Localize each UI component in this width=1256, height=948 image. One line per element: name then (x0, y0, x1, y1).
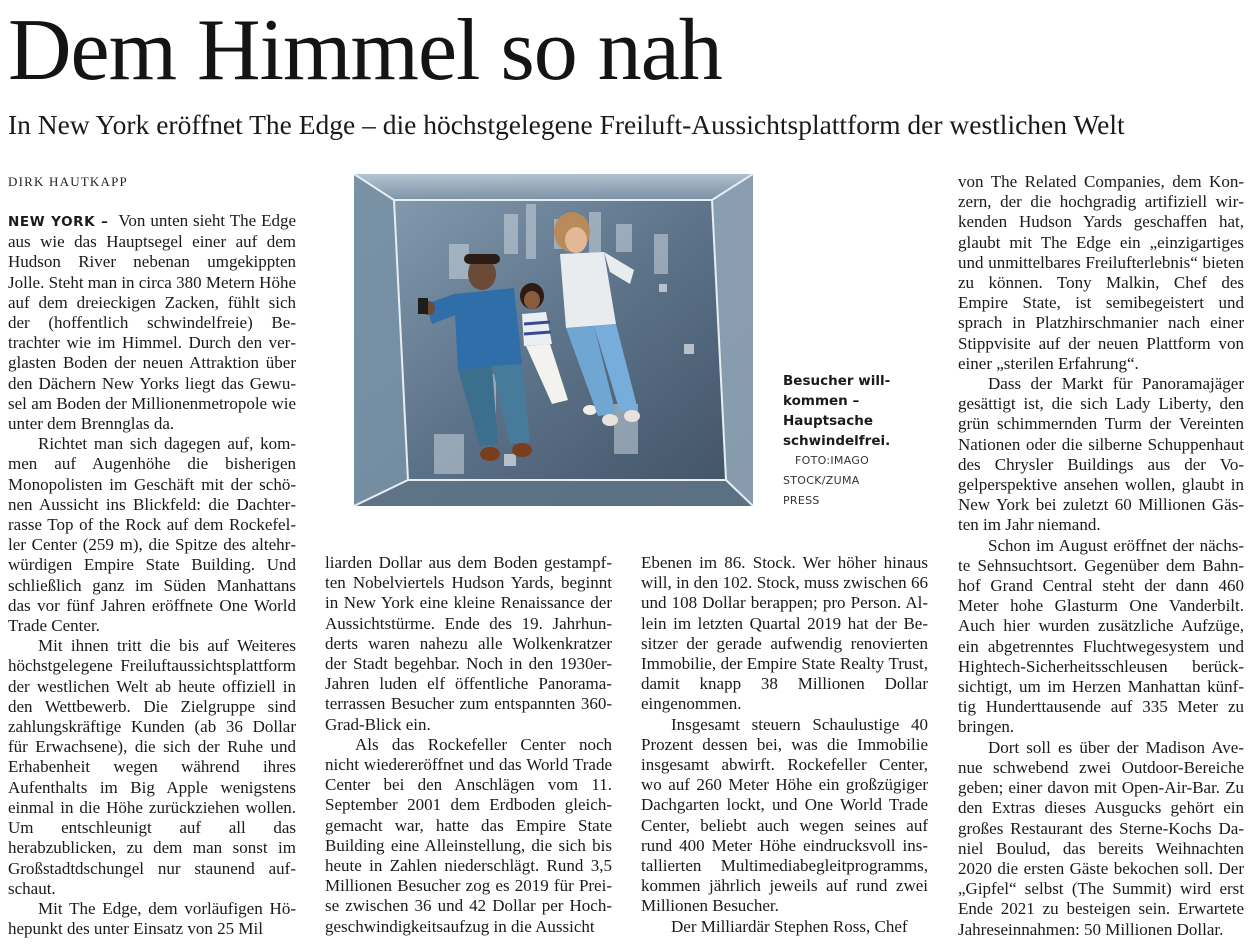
photo-caption (783, 371, 933, 511)
paragraph: Schon im August eröffnet der nächste Sehnsuchtsort. Gegenüber dem Bahnhof Grand Central steht der dann 460 Meter hohe Glasturm One Vanderbilt. Auch hier wurden zusätzliche Aufzüge, ein abgetrenntes Fluchtwegesystem und Hightech-Sicherheitsschleusen berücksichtigt, um im Herzen Manhattan künftig Hunderttausende auf 335 Meter zu bringen. (958, 535, 1244, 737)
author-byline: DIRK HAUTKAPP (8, 174, 128, 189)
paragraph: Der Milliardär Stephen Ross, Chef (671, 916, 908, 936)
paragraph: liarden Dollar aus dem Boden gestampften Nobelviertels Hudson Yards, beginnt in New York eine kleine Renaissance der Aussichtstürme. Ende des 19. Jahrhunderts waren nahezu alle Wolkenkratzer der Stadt begehbar. Noch in den 1930er-Jahren luden elf öffentliche Panoramaterrassen Besucher zum entspannten 360-Grad-Blick ein. (325, 553, 612, 734)
photo-illustration (354, 174, 753, 506)
paragraph: Als das Rockefeller Center noch nicht wiedereröffnet und das World Trade Center bei den Anschlägen vom 11. September 2001 dem Erdboden gleichgemacht war, hatte das Empire State Building eine Alleinstellung, die sich bis heute in Zahlen niederschlägt. Rund 3,5 Millionen Besucher zog es 2019 für Preise zwischen 36 und 42 Dollar per Hochgeschwindigkeitsaufzug in die Aussicht (325, 734, 612, 936)
paragraph: Mit The Edge, dem vorläufigen Höhepunkt des unter Einsatz von 25 Mil (8, 898, 296, 939)
subheadline: In New York eröffnet The Edge – die höchstgelegene Freiluft-Aussichtsplattform der westlichen Welt (8, 109, 1125, 140)
paragraph: Ebenen im 86. Stock. Wer höher hinaus will, in den 102. Stock, muss zwischen 66 und 108 Dollar berappen; pro Person. Allein im letzten Quartal 2019 hat der Besitzer der gerade aufwendig renovierten Immobilie, der Empire State Realty Trust, damit knapp 38 Millionen Dollar eingenommen. (641, 553, 928, 714)
article-column-2 (325, 553, 612, 941)
paragraph (8, 211, 296, 434)
paragraph: Mit ihnen tritt die bis auf Weiteres höchstgelegene Freiluftaussichtsplattform der westlichen Welt ab heute offiziell in den Wettbewerb. Die Zielgruppe sind zahlungskräftige Kunden (ab 36 Dollar für Erwachsene), die sich der Ruhe und Erhabenheit wegen während ihres Aufenthalts im Big Apple wenigstens einmal in die Höhe zurückziehen wollen. Um entschleunigt auf all das herabzublicken, zu dem man sonst im Großstadtdschungel nur staunend aufschaut. (8, 636, 296, 898)
article-column-1 (8, 211, 296, 941)
credit-line-2: STOCK/ZUMA (783, 474, 860, 487)
credit-line-3: PRESS (783, 494, 820, 507)
credit-line-1: FOTO:IMAGO (795, 454, 870, 467)
paragraph: Dass der Markt für Panoramajäger gesättigt ist, die sich Lady Liberty, den grün schimmernden Turm der Vereinten Nationen oder die silberne Schuppenhaut des Chrysler Buildings aus der Vogelperspektive ansehen wollen, glaubt in New York bei zuletzt 60 Millionen Gästen im Jahr niemand. (958, 374, 1244, 535)
paragraph: Insgesamt steuern Schaulustige 40 Prozent dessen bei, was die Immobilie insgesamt abwirft. Rockefeller Center, wo auf 260 Meter Höhe ein großzügiger Dachgarten lockt, und One World Trade Center, beliebt auch wegen seines auf rund 400 Meter Höhe eindrucksvoll installierten Multimediabegleitprogramms, kommen jährlich jeweils auf rund zwei Millionen Besucher. (641, 714, 928, 916)
caption-text: Besucher willkommen – Hauptsache schwindelfrei. (783, 373, 891, 449)
dateline: NEW YORK – (8, 214, 109, 230)
article-column-3 (641, 553, 928, 941)
article-photo (354, 174, 753, 506)
photo-credit (783, 451, 933, 511)
paragraph: von The Related Companies, dem Konzern, der die hochgradig artifiziell wirkenden Hudson Yards geschaffen hat, glaubt mit The Edge ein „einzigartiges und unmittelbares Freilufterlebnis“ bieten zu können. Tony Malkin, Chef des Empire State, ist semibegeistert und sprach in Platzhirschmanier nach einer Stippvisite auf der neuen Plattform von einer „sterilen Erfahrung“. (958, 172, 1244, 373)
paragraph: Dort soll es über der Madison Avenue schwebend zwei Outdoor-Bereiche geben; einer davon mit Open-Air-Bar. Zu den Extras dieses Ausgucks gehört ein großes Restaurant des Sterne-Kochs Daniel Boulud, das bereits Weihnachten 2020 die ersten Gäste bekochen soll. Der „Gipfel“ selbst (The Summit) wird erst Ende 2021 zu besteigen sein. Erwartete Jahreseinnahmen: 50 Millionen Dollar. (958, 737, 1244, 939)
paragraph-text: Von unten sieht The Edge aus wie das Hauptsegel einer auf dem Hudson River nebenan umgekippten Jolle. Steht man in circa 380 Metern Höhe auf dem dreieckigen Zacken, fühlt sich der (hoffentlich schwindelfreie) Betrachter wie im Himmel. Durch den verglasten Boden der neuen Attraktion über den Dächern New Yorks liegt das Gewusel am Boden der Millionenmetropole wie unter dem Brennglas da. (8, 211, 296, 434)
article-column-4 (958, 172, 1244, 941)
headline: Dem Himmel so nah (8, 2, 722, 99)
paragraph: Richtet man sich dagegen auf, kommen auf Augenhöhe die bisherigen Monopolisten im Geschäft mit der schönen Aussicht ins Blickfeld: die Dachterrasse Top of the Rock auf dem Rockefeller Center (259 m), die Spitze des altehrwürdigen Empire State Building. Und schließlich ganz im Süden Manhattans das vor fünf Jahren eröffnete One World Trade Center. (8, 434, 296, 636)
